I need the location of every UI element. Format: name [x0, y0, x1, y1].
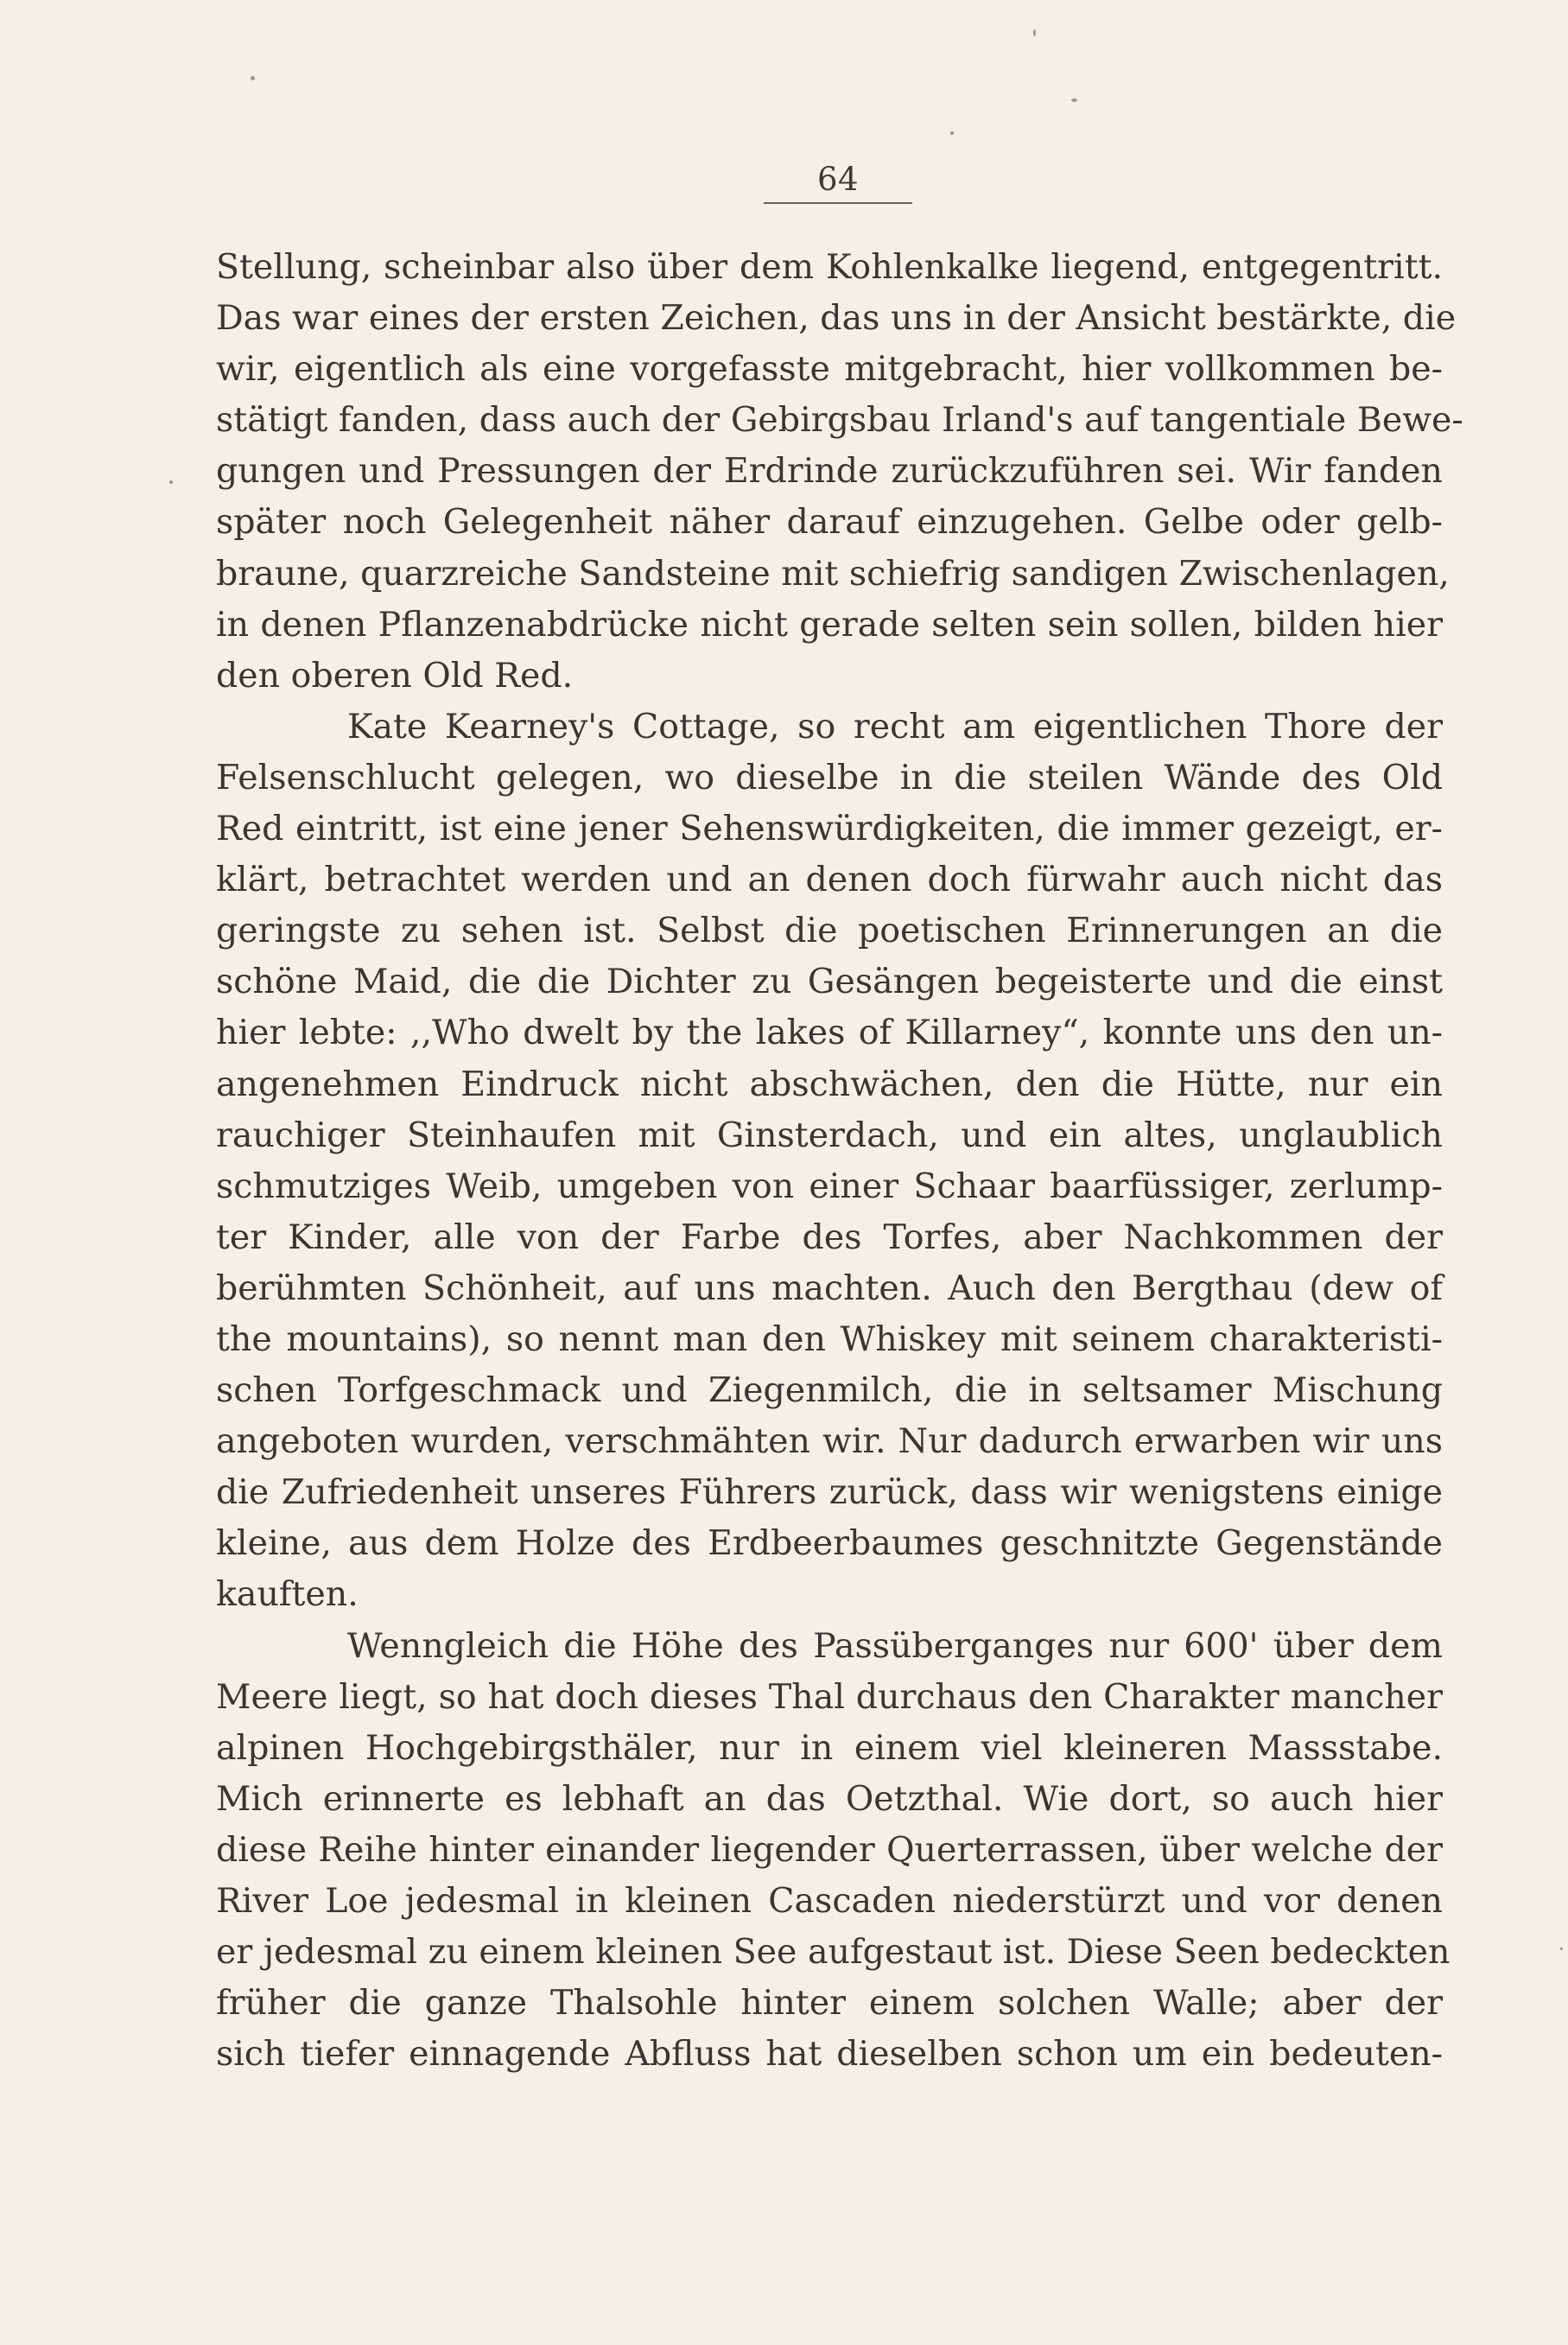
text-line: angeboten wurden, verschmähten wir. Nur dadurch erwarben wir uns — [216, 1421, 1443, 1462]
text-line: angenehmen Eindruck nicht abschwächen, den die Hütte, nur ein — [216, 1064, 1443, 1104]
text-line: früher die ganze Thalsohle hinter einem solchen Walle; aber der — [216, 1983, 1443, 2024]
text-line: schen Torfgeschmack und Ziegenmilch, die in seltsamer Mischung — [216, 1370, 1443, 1411]
body-text — [216, 242, 1463, 2080]
page-number-rule — [764, 202, 912, 204]
paper-speck — [1071, 99, 1077, 102]
text-line: er jedesmal zu einem kleinen See aufgestaut ist. Diese Seen bedeckten — [216, 1932, 1451, 1973]
text-line: geringste zu sehen ist. Selbst die poetischen Erinnerungen an die — [216, 911, 1443, 951]
text-line: Kate Kearney's Cottage, so recht am eigentlichen Thore der — [347, 706, 1443, 747]
text-line: gungen und Pressungen der Erdrinde zurückzuführen sei. Wir fanden — [216, 451, 1443, 492]
text-line: kauften. — [216, 1574, 359, 1615]
text-line: die Zufriedenheit unseres Führers zurück, dass wir wenigstens einige — [216, 1472, 1443, 1513]
text-line: wir, eigentlich als eine vorgefasste mitgebracht, hier vollkommen be- — [216, 349, 1443, 390]
paper-speck — [1033, 29, 1036, 36]
text-line: hier lebte: ,,Who dwelt by the lakes of Killarney“, konnte uns den un- — [216, 1013, 1443, 1053]
text-line: ter Kinder, alle von der Farbe des Torfes, aber Nachkommen der — [216, 1217, 1443, 1257]
page-number: 64 — [816, 161, 860, 198]
text-line: River Loe jedesmal in kleinen Cascaden niederstürzt und vor denen — [216, 1881, 1443, 1921]
text-line: stätigt fanden, dass auch der Gebirgsbau Irland's auf tangentiale Bewe- — [216, 400, 1463, 441]
text-line: schöne Maid, die die Dichter zu Gesängen begeisterte und die einst — [216, 962, 1443, 1002]
text-line: rauchiger Steinhaufen mit Ginsterdach, und ein altes, unglaublich — [216, 1115, 1443, 1155]
text-line: the mountains), so nennt man den Whiskey mit seinem charakteristi- — [216, 1319, 1443, 1359]
text-line: braune, quarzreiche Sandsteine mit schiefrig sandigen Zwischenlagen, — [216, 553, 1450, 594]
text-line: Felsenschlucht gelegen, wo dieselbe in die steilen Wände des Old — [216, 757, 1443, 798]
text-line: Meere liegt, so hat doch dieses Thal durchaus den Charakter mancher — [216, 1676, 1443, 1717]
text-line: Mich erinnerte es lebhaft an das Oetzthal. Wie dort, so auch hier — [216, 1778, 1443, 1819]
paper-speck — [1560, 1948, 1563, 1950]
text-line: alpinen Hochgebirgsthäler, nur in einem viel kleineren Massstabe. — [216, 1727, 1443, 1768]
text-line: den oberen Old Red. — [216, 655, 574, 696]
text-line: später noch Gelegenheit näher darauf einzugehen. Gelbe oder gelb- — [216, 502, 1443, 543]
text-line: Red eintritt, ist eine jener Sehenswürdigkeiten, die immer gezeigt, er- — [216, 809, 1443, 849]
text-line: schmutziges Weib, umgeben von einer Schaar baarfüssiger, zerlump- — [216, 1166, 1443, 1206]
text-line: kleine, aus dem Holze des Erdbeerbaumes geschnitzte Gegenstände — [216, 1523, 1443, 1564]
text-line: in denen Pflanzenabdrücke nicht gerade selten sein sollen, bilden hier — [216, 604, 1443, 645]
text-line: diese Reihe hinter einander liegender Querterrassen, über welche der — [216, 1829, 1443, 1870]
text-line: Das war eines der ersten Zeichen, das uns in der Ansicht bestärkte, die — [216, 298, 1457, 339]
text-line: sich tiefer einnagende Abfluss hat dieselben schon um ein bedeuten- — [216, 2034, 1443, 2075]
text-line: berühmten Schönheit, auf uns machten. Auch den Bergthau (dew of — [216, 1268, 1443, 1308]
text-line: Stellung, scheinbar also über dem Kohlenkalke liegend, entgegentritt. — [216, 247, 1443, 287]
text-line: klärt, betrachtet werden und an denen doch fürwahr auch nicht das — [216, 860, 1443, 900]
paper-speck — [251, 76, 255, 80]
paper-speck — [169, 480, 173, 484]
text-line: Wenngleich die Höhe des Passüberganges nur 600' über dem — [347, 1625, 1443, 1666]
paper-speck — [950, 131, 954, 135]
